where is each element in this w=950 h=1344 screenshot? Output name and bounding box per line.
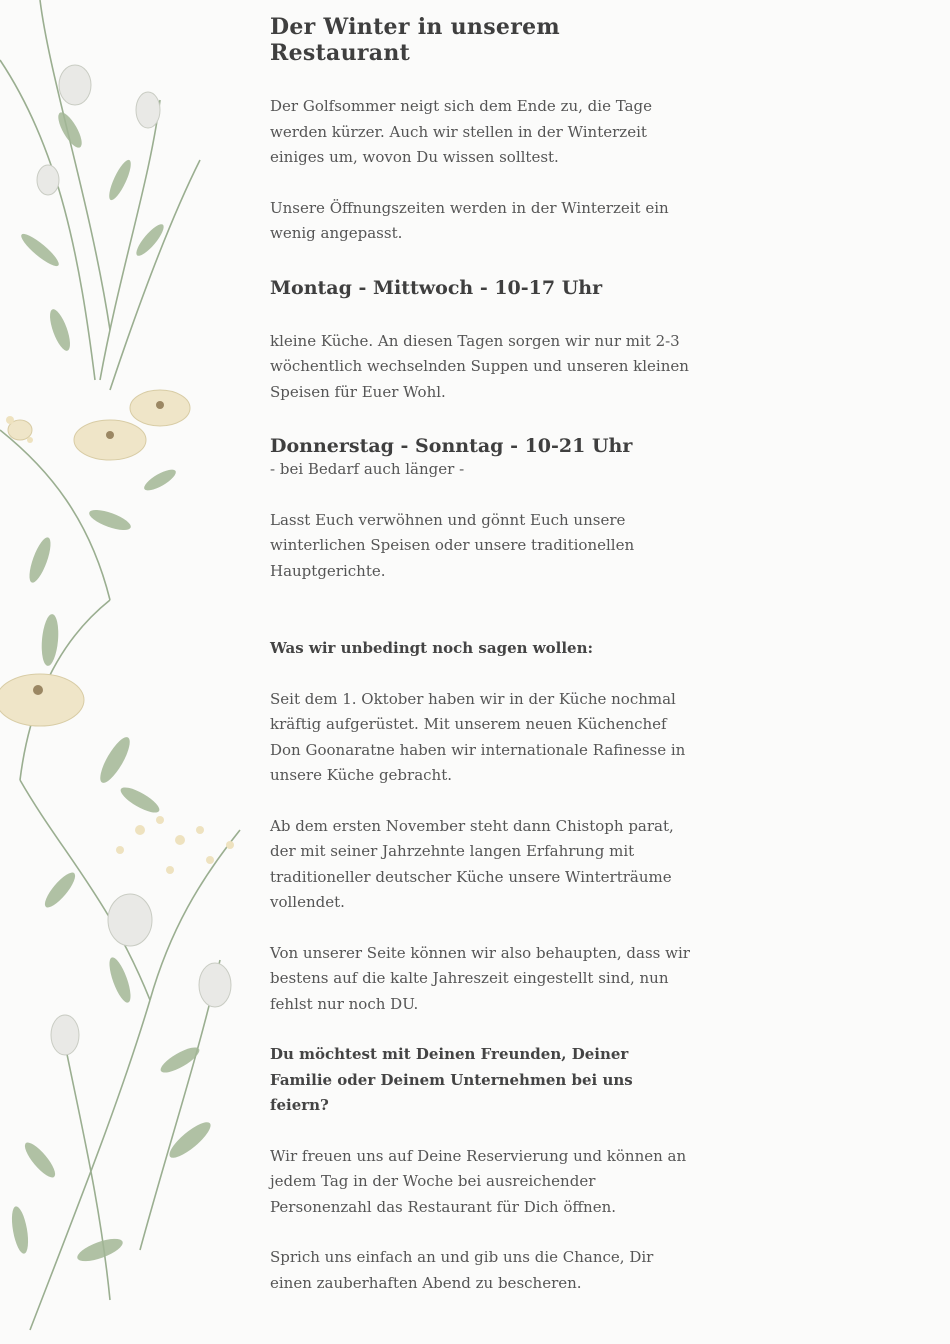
kitchen-paragraph: Seit dem 1. Oktober haben wir in der Küche nochmal kräftig aufgerüstet. Mit unserem neuen Küchenchef Don Goonaratne haben wir internationale Rafinesse in unsere Küche gebracht. bbox=[270, 689, 686, 784]
ready-paragraph: Von unserer Seite können wir also behaupten, dass wir bestens auf die kalte Jahreszeit eingestellt sind, nun fehlst nur noch DU. bbox=[270, 943, 690, 1013]
closing-paragraph: Sprich uns einfach an und gib uns die Chance, Dir einen zauberhaften Abend zu bescheren. bbox=[270, 1248, 654, 1292]
weekend-hours-heading: Donnerstag - Sonntag - 10-21 Uhr bbox=[270, 435, 633, 457]
hours-intro-paragraph: Unsere Öffnungszeiten werden in der Winterzeit ein wenig angepasst. bbox=[270, 198, 669, 242]
article bbox=[270, 14, 690, 1296]
weekday-paragraph: kleine Küche. An diesen Tagen sorgen wir nur mit 2-3 wöchentlich wechselnden Suppen und unseren kleinen Speisen für Euer Wohl. bbox=[270, 331, 689, 401]
page-title: Der Winter in unserem Restaurant bbox=[270, 14, 560, 66]
november-paragraph: Ab dem ersten November steht dann Chistoph parat, der mit seiner Jahrzehnte langen Erfahrung mit traditioneller deutscher Küche unsere Winterträume vollendet. bbox=[270, 816, 674, 911]
floral-decoration bbox=[0, 0, 270, 1344]
weekend-paragraph: Lasst Euch verwöhnen und gönnt Euch unsere winterlichen Speisen oder unsere traditionellen Hauptgerichte. bbox=[270, 510, 635, 580]
intro-paragraph: Der Golfsommer neigt sich dem Ende zu, die Tage werden kürzer. Auch wir stellen in der Winterzeit einiges um, wovon Du wissen solltest. bbox=[270, 97, 652, 166]
notice-heading: Was wir unbedingt noch sagen wollen: bbox=[270, 639, 594, 657]
reservation-paragraph: Wir freuen uns auf Deine Reservierung und können an jedem Tag in der Woche bei ausreichender Personenzahl das Restaurant für Dich öffnen. bbox=[270, 1146, 687, 1216]
celebrate-question: Du möchtest mit Deinen Freunden, Deiner Familie oder Deinem Unternehmen bei uns feiern? bbox=[270, 1045, 633, 1114]
weekday-hours-heading: Montag - Mittwoch - 10-17 Uhr bbox=[270, 276, 603, 299]
weekend-note: - bei Bedarf auch länger - bbox=[270, 460, 465, 478]
